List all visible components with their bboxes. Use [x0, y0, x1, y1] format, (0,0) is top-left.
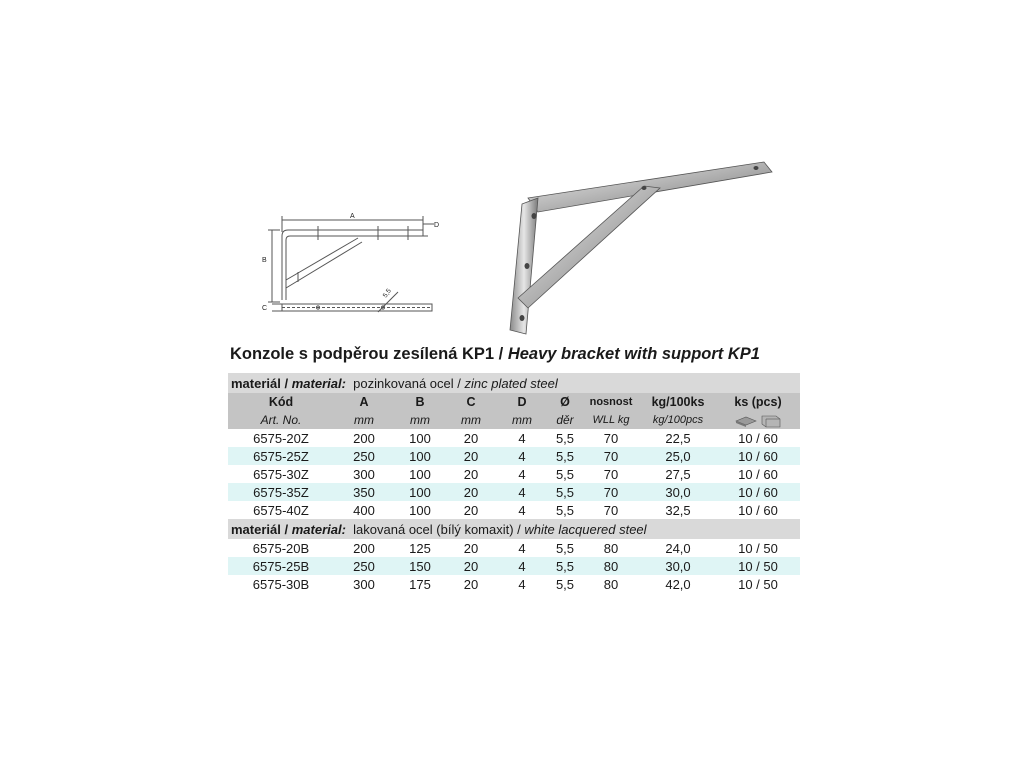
- material-label-en: material: [291, 521, 342, 537]
- cell-b: 100: [394, 447, 446, 465]
- cell-load: 80: [603, 576, 619, 592]
- cell-weight: 30,0: [640, 557, 716, 575]
- cell-hole: 5,5: [548, 483, 582, 501]
- cell-c: 20: [463, 466, 479, 482]
- cell-b: 100: [409, 502, 431, 518]
- cell-a: 350: [334, 483, 394, 501]
- dim-b-label: B: [262, 257, 267, 264]
- cell-a: 250: [334, 447, 394, 465]
- cell-c: 20: [463, 576, 479, 592]
- cell-pcs: 10 / 50: [716, 557, 800, 575]
- cell-a: 200: [353, 540, 375, 556]
- zinc-rows: [228, 429, 800, 519]
- cell-hole: 5,5: [555, 502, 575, 518]
- cell-c: 20: [446, 447, 496, 465]
- bracket-photo: [494, 158, 774, 338]
- material-value-cz: pozinkovaná ocel /: [353, 375, 461, 391]
- col-sub-pcs: [716, 411, 800, 429]
- product-title: [230, 345, 760, 364]
- cell-code: 6575-25Z: [228, 447, 334, 465]
- material-label-cz: materiál /: [231, 521, 289, 537]
- material-sep: :: [341, 521, 346, 537]
- table-row: [228, 429, 800, 447]
- cell-b: 150: [394, 557, 446, 575]
- col-sub-hole: děr: [548, 411, 582, 429]
- table-row: [228, 575, 800, 593]
- material-value-en: zinc plated steel: [464, 375, 558, 391]
- cell-pcs: 10 / 60: [716, 483, 800, 501]
- cell-a: 400: [353, 502, 375, 518]
- material-value-cz: lakovaná ocel (bílý komaxit) /: [353, 521, 521, 537]
- cell-pcs: 10 / 60: [716, 447, 800, 465]
- cell-b: 125: [409, 540, 431, 556]
- cell-d: 4: [496, 447, 548, 465]
- material-row-zinc: [228, 373, 800, 393]
- cell-d: 4: [518, 540, 526, 556]
- cell-hole: 5,5: [555, 430, 575, 446]
- hole-dim-label: 5,5: [381, 287, 393, 300]
- cell-a: 300: [353, 576, 375, 592]
- col-header-weight: kg/100ks: [640, 393, 716, 411]
- cell-d: 4: [518, 466, 526, 482]
- title-cz: Konzole s podpěrou zesílená KP1 /: [230, 345, 504, 363]
- cell-a: 300: [353, 466, 375, 482]
- table-row: [228, 501, 800, 519]
- col-sub-code: Art. No.: [228, 411, 334, 429]
- dim-d-label: D: [434, 222, 440, 229]
- col-sub-b: mm: [394, 411, 446, 429]
- cell-d: 4: [518, 430, 526, 446]
- cell-weight: 24,0: [665, 540, 691, 556]
- cell-code: 6575-35Z: [228, 483, 334, 501]
- cell-weight: 42,0: [665, 576, 691, 592]
- title-en: Heavy bracket with support KP1: [507, 345, 760, 363]
- cell-d: 4: [496, 557, 548, 575]
- cell-b: 100: [409, 466, 431, 482]
- col-sub-weight: kg/100pcs: [640, 411, 716, 429]
- table-row: [228, 465, 800, 483]
- col-header-b: B: [394, 393, 446, 411]
- cell-c: 20: [446, 483, 496, 501]
- table-row: [228, 483, 800, 501]
- col-header-a: A: [334, 393, 394, 411]
- cell-b: 100: [394, 483, 446, 501]
- package-icon: [732, 412, 784, 428]
- dim-a-label: A: [350, 213, 355, 220]
- spec-table: [228, 373, 800, 593]
- cell-load: 70: [603, 502, 619, 518]
- col-header-pcs: ks (pcs): [716, 393, 800, 411]
- dimension-drawing: [258, 212, 448, 320]
- col-sub-load: WLL kg: [582, 411, 640, 429]
- table-row: [228, 539, 800, 557]
- cell-weight: 25,0: [640, 447, 716, 465]
- cell-c: 20: [463, 430, 479, 446]
- cell-code: 6575-30Z: [253, 466, 309, 482]
- cell-code: 6575-40Z: [253, 502, 309, 518]
- col-sub-c: mm: [446, 411, 496, 429]
- col-header-hole: Ø: [548, 393, 582, 411]
- cell-pcs: 10 / 60: [738, 502, 778, 518]
- material-label-cz: materiál /: [231, 375, 289, 391]
- cell-load: 70: [582, 447, 640, 465]
- cell-code: 6575-30B: [252, 576, 310, 592]
- cell-pcs: 10 / 60: [738, 466, 778, 482]
- cell-d: 4: [518, 576, 526, 592]
- material-row-white: [228, 519, 800, 539]
- cell-b: 175: [409, 576, 431, 592]
- cell-b: 100: [409, 430, 431, 446]
- cell-load: 70: [603, 430, 619, 446]
- cell-c: 20: [463, 502, 479, 518]
- cell-weight: 30,0: [640, 483, 716, 501]
- cell-hole: 5,5: [555, 466, 575, 482]
- cell-code: 6575-20B: [252, 540, 310, 556]
- cell-c: 20: [463, 540, 479, 556]
- cell-code: 6575-20Z: [253, 430, 309, 446]
- cell-load: 80: [603, 540, 619, 556]
- col-header-c: C: [446, 393, 496, 411]
- table-row: [228, 447, 800, 465]
- cell-a: 250: [334, 557, 394, 575]
- cell-load: 80: [582, 557, 640, 575]
- cell-weight: 32,5: [665, 502, 691, 518]
- col-sub-d: mm: [496, 411, 548, 429]
- col-header-load: nosnost: [582, 393, 640, 411]
- cell-a: 200: [353, 430, 375, 446]
- cell-weight: 27,5: [665, 466, 691, 482]
- cell-hole: 5,5: [555, 576, 575, 592]
- col-sub-a: mm: [334, 411, 394, 429]
- header-row-1: [228, 393, 800, 411]
- col-header-d: D: [496, 393, 548, 411]
- table-row: [228, 557, 800, 575]
- cell-hole: 5,5: [548, 557, 582, 575]
- cell-load: 70: [582, 483, 640, 501]
- material-value-en: white lacquered steel: [524, 521, 647, 537]
- cell-code: 6575-25B: [228, 557, 334, 575]
- cell-hole: 5,5: [555, 540, 575, 556]
- cell-hole: 5,5: [548, 447, 582, 465]
- cell-pcs: 10 / 50: [738, 540, 778, 556]
- cell-pcs: 10 / 50: [738, 576, 778, 592]
- cell-c: 20: [446, 557, 496, 575]
- dim-c-label: C: [262, 305, 268, 312]
- cell-d: 4: [496, 483, 548, 501]
- col-header-code: Kód: [228, 393, 334, 411]
- cell-weight: 22,5: [665, 430, 691, 446]
- material-sep: :: [341, 375, 346, 391]
- header-row-2: [228, 411, 800, 429]
- white-rows: [228, 539, 800, 593]
- material-label-en: material: [291, 375, 342, 391]
- cell-d: 4: [518, 502, 526, 518]
- cell-load: 70: [603, 466, 619, 482]
- cell-pcs: 10 / 60: [738, 430, 778, 446]
